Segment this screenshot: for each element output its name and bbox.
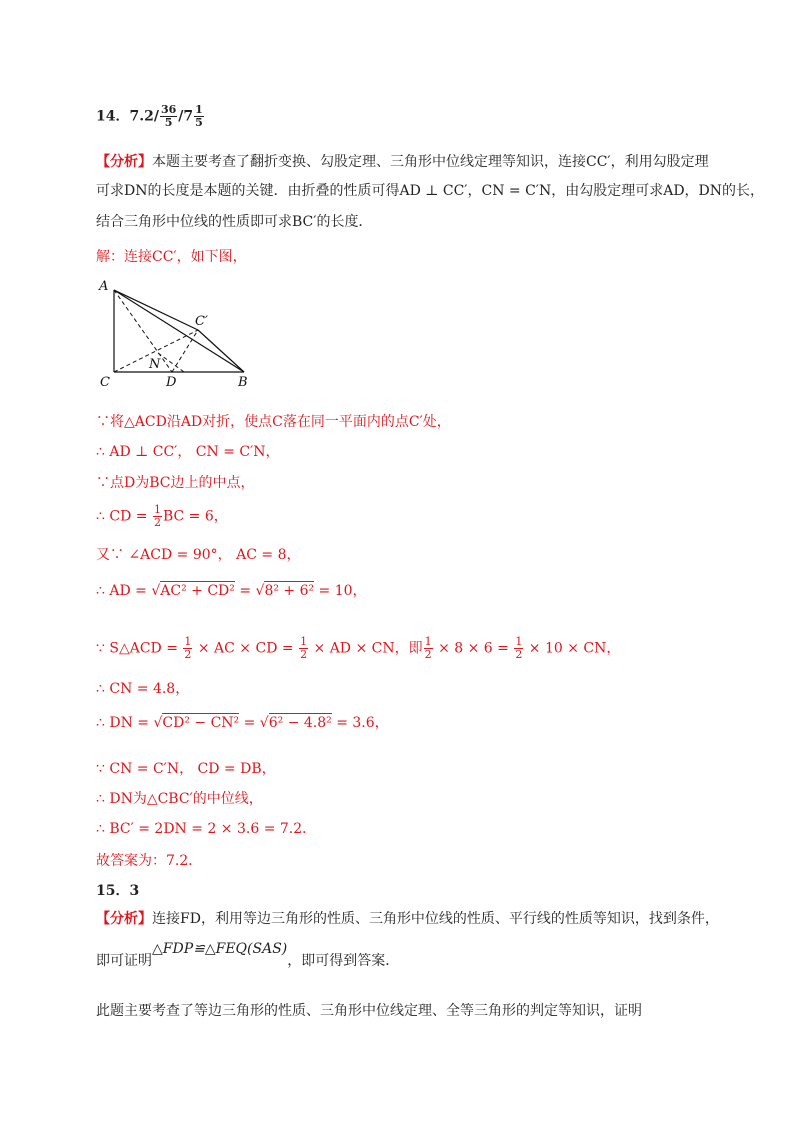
analysis14-line3: 结合三角形中位线的性质即可求BC′的长度． (96, 214, 373, 230)
fraction-denominator: 2 (153, 516, 161, 529)
solution-step-7 (96, 636, 620, 661)
fraction-denominator: 2 (184, 648, 192, 661)
fraction-denominator: 5 (195, 116, 203, 129)
radicand: AC² + CD² (160, 583, 235, 599)
solution-step-8: ∴ CN = 4.8， (96, 681, 190, 697)
solution-conclusion: 故答案为：7.2． (96, 853, 203, 869)
step-text: × 8 × 6 = (433, 640, 514, 657)
analysis14-line2: 可求DN的长度是本题的关键．由折叠的性质可得AD ⊥ CC′，CN = C′N，由勾股定理可求AD，DN的长， (96, 183, 765, 199)
segment-C-prime-B (198, 330, 244, 372)
step-text: × AC × CD = (193, 640, 299, 657)
label-D: D (166, 375, 177, 390)
half-fraction (514, 636, 523, 661)
fraction-denominator: 2 (515, 648, 523, 661)
q14-answer-line (96, 104, 205, 129)
analysis15-line2 (96, 941, 400, 972)
q15-answer: 3 (129, 883, 140, 899)
fraction-numerator: 36 (160, 103, 177, 116)
solution-step-9: ∴ DN = √CD² − CN² = √6² − 4.8² = 3.6， (96, 715, 389, 731)
step-text: × 10 × CN， (524, 640, 621, 657)
step-text: = 10， (314, 583, 367, 599)
label-A: A (99, 279, 109, 294)
step-text: = (239, 715, 260, 731)
radicand: CD² − CN² (162, 715, 240, 731)
triangle-figure (96, 278, 266, 390)
q14-fraction-1 (160, 104, 177, 129)
half-fraction (183, 636, 192, 661)
solution-step-2: ∴ AD ⊥ CC′， CN = C′N， (96, 444, 280, 460)
solution-step-5: 又∵ ∠ACD = 90°， AC = 8， (96, 547, 301, 563)
analysis-tag: 【分析】 (96, 911, 152, 927)
label-C-prime: C′ (195, 314, 208, 329)
analysis15-line3: 此题主要考查了等边三角形的性质、三角形中位线定理、全等三角形的判定等知识，证明 (96, 1003, 642, 1019)
solution-step-11: ∴ DN为△CBC′的中位线， (96, 791, 263, 807)
fraction-denominator: 2 (300, 648, 308, 661)
radicand: 8² + 6² (264, 583, 315, 599)
step-text: ∴ DN = (96, 715, 154, 731)
q14-answer: 7.2/ (129, 108, 159, 125)
label-C: C (100, 375, 110, 390)
solution-intro: 解：连接CC′，如下图， (96, 249, 247, 265)
segment-AC-prime (114, 290, 198, 330)
analysis-tag: 【分析】 (96, 154, 152, 170)
solution-step-3: ∵点D为BC边上的中点， (96, 475, 255, 491)
analysis15-line1 (96, 908, 719, 930)
fraction-numerator: 1 (424, 635, 432, 648)
label-N: N (149, 357, 161, 372)
step-text: ∴ AD = (96, 583, 152, 599)
segment-AD (114, 290, 172, 372)
solution-step-4 (96, 504, 228, 529)
fraction-numerator: 1 (184, 635, 192, 648)
fraction-denominator: 5 (164, 116, 173, 129)
radicand: 6² − 4.8² (268, 715, 332, 731)
fraction-numerator: 1 (300, 635, 308, 648)
analysis-text: 连接FD，利用等边三角形的性质、三角形中位线的性质、平行线的性质等知识，找到条件， (152, 911, 719, 927)
half-fraction (153, 504, 162, 529)
half-fraction (299, 636, 308, 661)
step-text: = (234, 583, 256, 599)
segment-N-dash (158, 353, 184, 372)
q14-fraction-2 (194, 104, 204, 129)
solution-step-6: ∴ AD = √AC² + CD² = √8² + 6² = 10， (96, 583, 367, 599)
q15-number: 15． (96, 883, 130, 899)
analysis-text: 本题主要考查了翻折变换、勾股定理、三角形中位线定理等知识，连接CC′，利用勾股定理 (152, 154, 709, 170)
q14-mixed-whole: 7 (183, 108, 194, 125)
q15-answer-line (96, 880, 139, 902)
step-text: ∴ CD = (96, 508, 152, 525)
half-fraction (424, 636, 433, 661)
step-text: × AD × CN，即 (309, 640, 423, 657)
q14-slash: / (178, 108, 184, 125)
step-text: = 3.6， (331, 715, 389, 731)
fraction-numerator: 1 (195, 103, 203, 116)
analysis-text: ，即可得到答案． (287, 953, 400, 969)
solution-step-1: ∵将△ACD沿AD对折，使点C落在同一平面内的点C′处， (96, 414, 451, 430)
fraction-numerator: 1 (153, 503, 161, 516)
label-B: B (238, 375, 248, 390)
step-text: ∵ S△ACD = (96, 640, 183, 657)
solution-step-10: ∵ CN = C′N， CD = DB， (96, 761, 276, 777)
analysis14-line1 (96, 151, 709, 173)
q14-number: 14． (96, 108, 130, 125)
step-text: BC = 6， (162, 508, 228, 525)
analysis-text: 即可证明 (96, 953, 152, 969)
congruence-formula: △FDP≌△FEQ(SAS) (152, 941, 288, 957)
fraction-denominator: 2 (424, 648, 432, 661)
solution-step-12: ∴ BC′ = 2DN = 2 × 3.6 = 7.2． (96, 821, 317, 837)
fraction-numerator: 1 (515, 635, 523, 648)
segment-AB (114, 290, 244, 372)
